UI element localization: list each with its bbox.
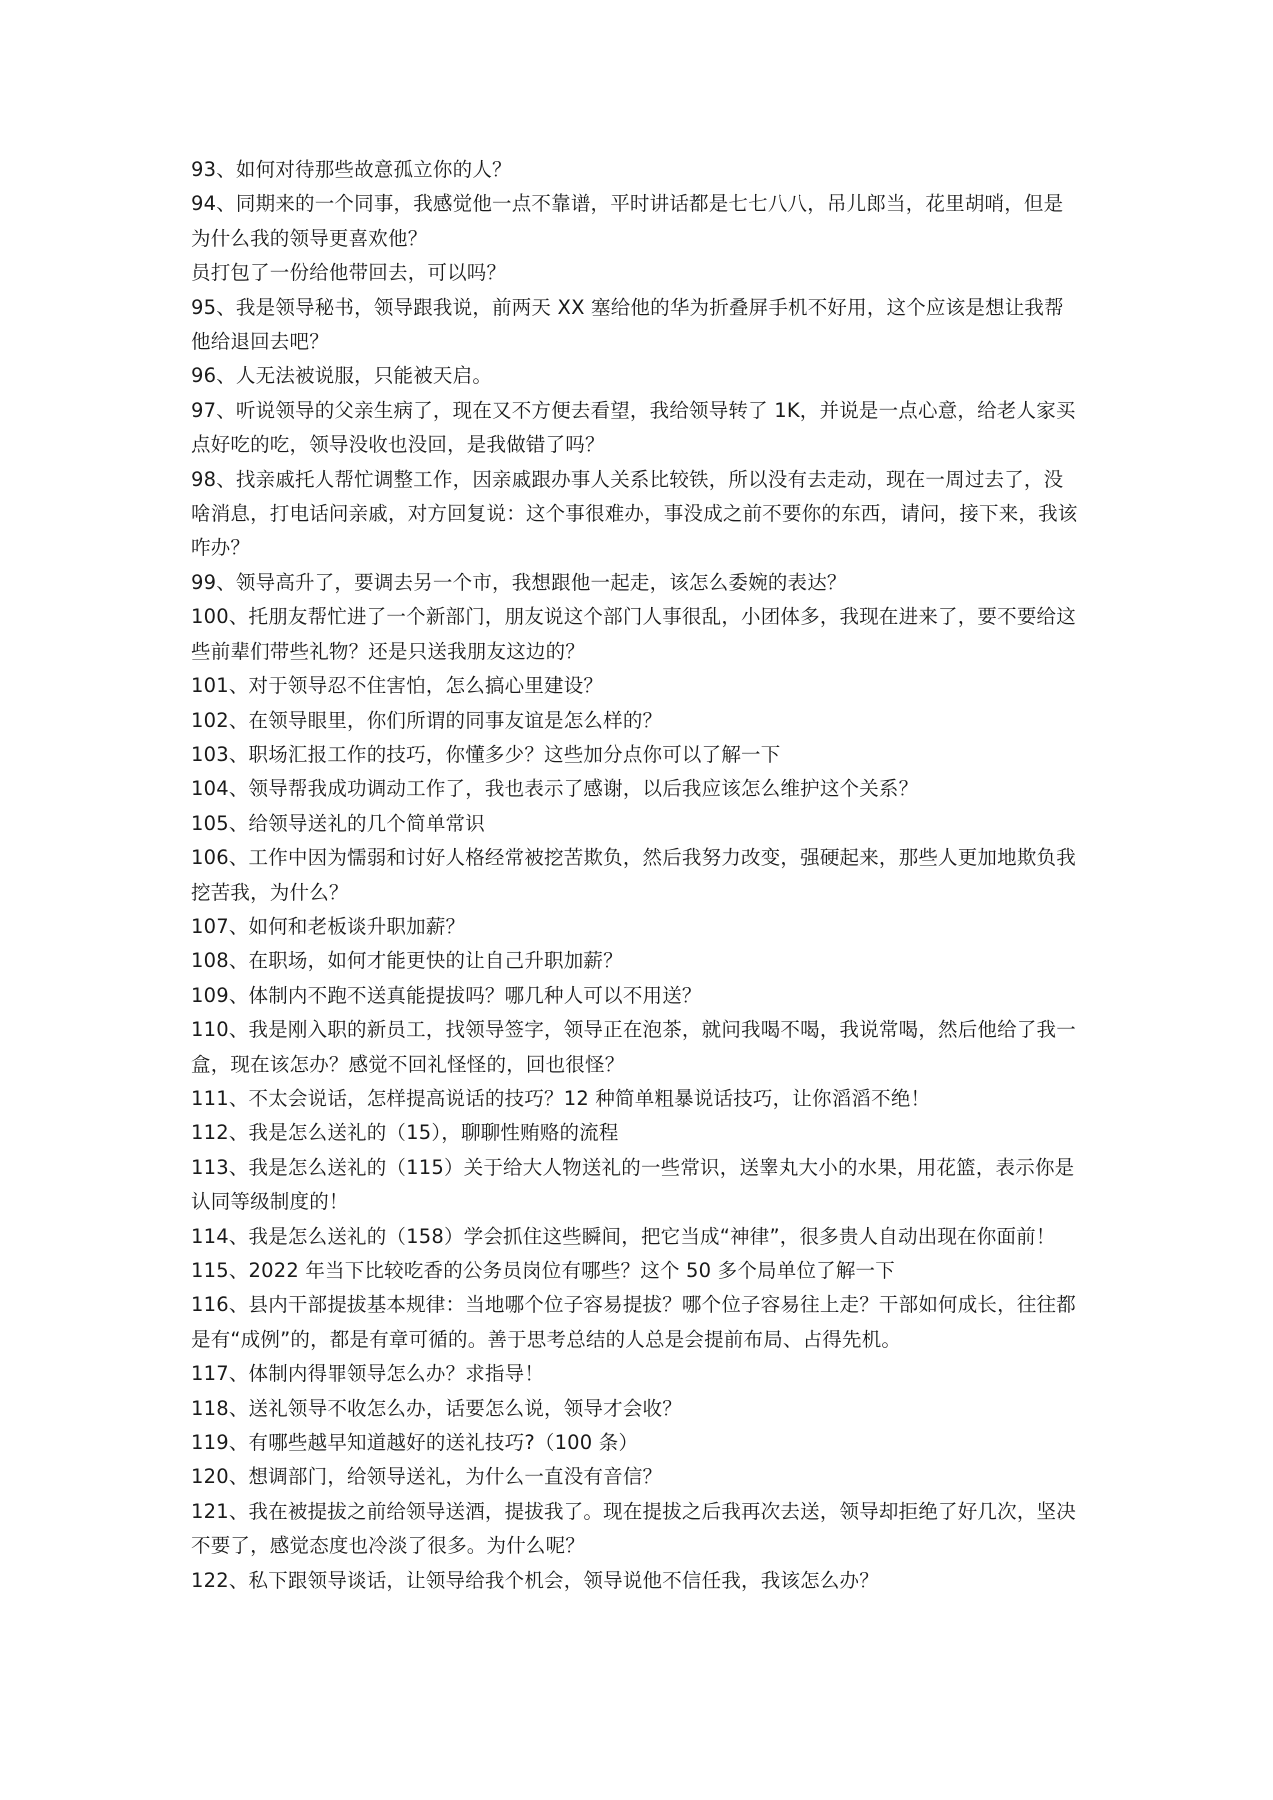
- list-item: 100、托朋友帮忙进了一个新部门，朋友说这个部门人事很乱，小团体多，我现在进来了，要不要给这些前辈们带些礼物？还是只送我朋友这边的？: [191, 605, 1076, 663]
- list-item: 98、找亲戚托人帮忙调整工作，因亲戚跟办事人关系比较铁，所以没有去走动，现在一周过去了，没啥消息，打电话问亲戚，对方回复说：这个事很难办，事没成之前不要你的东西，请问，接下来，我该咋办？: [191, 467, 1078, 560]
- list-item: 119、有哪些越早知道越好的送礼技巧?（100 条）: [191, 1431, 639, 1455]
- list-item: 95、我是领导秘书，领导跟我说，前两天 XX 塞给他的华为折叠屏手机不好用，这个应该是想让我帮他给退回去吧？: [191, 295, 1064, 354]
- list-item: 116、县内干部提拔基本规律：当地哪个位子容易提拔？哪个位子容易往上走？干部如何成长，往往都是有“成例”的，都是有章可循的。善于思考总结的人总是会提前布局、占得先机。: [191, 1293, 1076, 1351]
- list-item: 107、如何和老板谈升职加薪？: [191, 914, 466, 938]
- list-item: 106、工作中因为懦弱和讨好人格经常被挖苦欺负，然后我努力改变，强硬起来，那些人更加地欺负我挖苦我，为什么？: [191, 846, 1076, 904]
- list-item: 115、2022 年当下比较吃香的公务员岗位有哪些？这个 50 多个局单位了解一下: [191, 1259, 895, 1282]
- list-item: 111、不太会说话，怎样提高说话的技巧？12 种简单粗暴说话技巧，让你滔滔不绝！: [191, 1086, 931, 1110]
- list-item: 99、领导高升了，要调去另一个市，我想跟他一起走，该怎么委婉的表达？: [191, 570, 847, 594]
- list-item: 101、对于领导忍不住害怕，怎么搞心里建设？: [191, 674, 604, 698]
- list-item: 110、我是刚入职的新员工，找领导签字，领导正在泡茶，就问我喝不喝，我说常喝，然后他给了我一盒，现在该怎办？感觉不回礼怪怪的，回也很怪？: [191, 1018, 1076, 1076]
- list-item: 117、体制内得罪领导怎么办？求指导！: [191, 1362, 545, 1386]
- list-item: 102、在领导眼里，你们所谓的同事友谊是怎么样的？: [191, 708, 663, 732]
- list-item: 113、我是怎么送礼的（115）关于给大人物送礼的一些常识，送睾丸大小的水果，用花篮，表示你是认同等级制度的！: [191, 1155, 1075, 1214]
- list-item: 122、私下跟领导谈话，让领导给我个机会，领导说他不信任我，我该怎么办？: [191, 1568, 879, 1592]
- list-item: 96、人无法被说服，只能被天启。: [191, 364, 493, 388]
- list-item: 120、想调部门，给领导送礼，为什么一直没有音信？: [191, 1465, 663, 1489]
- list-item: 108、在职场，如何才能更快的让自己升职加薪？: [191, 949, 623, 973]
- list-item: 114、我是怎么送礼的（158）学会抓住这些瞬间，把它当成“神律”，很多贵人自动出现在你面前！: [191, 1224, 1056, 1248]
- list-item: 94、同期来的一个同事，我感觉他一点不靠谱，平时讲话都是七七八八，吊儿郎当，花里胡哨，但是为什么我的领导更喜欢他？: [191, 192, 1064, 250]
- list-item: 118、送礼领导不收怎么办，话要怎么说，领导才会收？: [191, 1396, 682, 1420]
- list-item: 105、给领导送礼的几个简单常识: [191, 811, 485, 835]
- list-item: 93、如何对待那些故意孤立你的人？: [191, 158, 512, 181]
- list-item: 109、体制内不跑不送真能提拔吗？哪几种人可以不用送？: [191, 983, 702, 1007]
- list-item: 97、听说领导的父亲生病了，现在又不方便去看望，我给领导转了 1K，并说是一点心意，给老人家买点好吃的吃，领导没收也没回，是我做错了吗？: [191, 398, 1076, 457]
- list-item: 103、职场汇报工作的技巧，你懂多少？这些加分点你可以了解一下: [191, 742, 781, 766]
- list-item: 112、我是怎么送礼的（15），聊聊性贿赂的流程: [191, 1121, 619, 1145]
- document-body: [191, 153, 1081, 1598]
- list-item: 121、我在被提拔之前给领导送酒，提拔我了。现在提拔之后我再次去送，领导却拒绝了好几次，坚决不要了，感觉态度也冷淡了很多。为什么呢？: [191, 1499, 1076, 1558]
- list-item: 员打包了一份给他带回去，可以吗？: [191, 261, 507, 285]
- list-item: 104、领导帮我成功调动工作了，我也表示了感谢，以后我应该怎么维护这个关系？: [191, 777, 919, 801]
